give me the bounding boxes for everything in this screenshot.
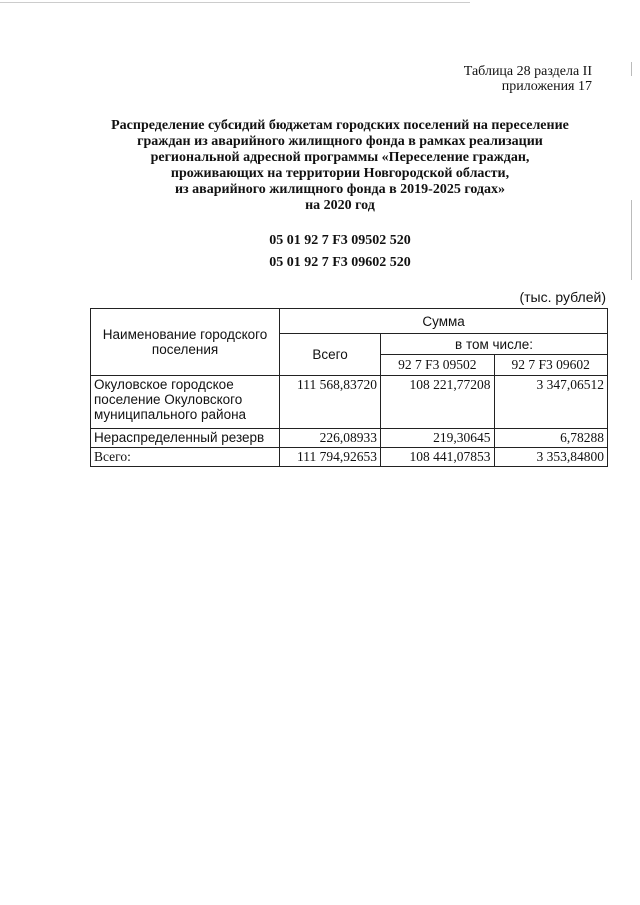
- table-reference-line: приложения 17: [501, 79, 592, 94]
- header-code-a: 92 7 F3 09502: [381, 355, 494, 376]
- scan-edge-line: [0, 2, 470, 3]
- title-line: проживающих на территории Новгородской области,: [170, 166, 510, 181]
- title-line: региональной адресной программы «Переселение граждан,: [150, 150, 530, 165]
- table-header-row: [91, 309, 608, 334]
- header-settlement-name: Наименование городского поселения: [91, 309, 280, 376]
- cell-code-a: 219,30645: [381, 429, 494, 448]
- cell-code-a: 108 441,07853: [381, 448, 494, 467]
- cell-code-a: 108 221,77208: [381, 376, 494, 429]
- title-line: на 2020 год: [305, 198, 375, 213]
- header-total: Всего: [280, 334, 381, 376]
- budget-code: 05 01 92 7 F3 09502 520: [269, 233, 411, 248]
- cell-total: 111 794,92653: [280, 448, 381, 467]
- title-line: из аварийного жилищного фонда в 2019-2025 годах»: [174, 182, 506, 197]
- units-label: (тыс. рублей): [519, 289, 606, 305]
- cell-name: Нераспределенный резерв: [91, 429, 280, 448]
- title-line: граждан из аварийного жилищного фонда в рамках реализации: [137, 134, 543, 149]
- budget-codes: [80, 230, 600, 274]
- table-row: [91, 376, 608, 429]
- cell-code-b: 3 353,84800: [494, 448, 608, 467]
- cell-total: 226,08933: [280, 429, 381, 448]
- header-including: в том числе:: [381, 334, 608, 355]
- cell-total: 111 568,83720: [280, 376, 381, 429]
- subsidy-table: [90, 308, 608, 467]
- scan-edge-mark: [631, 62, 632, 76]
- cell-code-b: 6,78288: [494, 429, 608, 448]
- cell-name: Окуловское городское поселение Окуловского муниципального района: [91, 376, 280, 429]
- table-row: [91, 429, 608, 448]
- title-line: Распределение субсидий бюджетам городских поселений на переселение: [111, 118, 569, 133]
- cell-total-label: Всего:: [91, 448, 280, 467]
- document-title: [80, 118, 600, 214]
- table-reference-line: Таблица 28 раздела II: [463, 64, 592, 79]
- scan-edge-mark: [631, 200, 632, 280]
- budget-code: 05 01 92 7 F3 09602 520: [269, 255, 411, 270]
- table-total-row: [91, 448, 608, 467]
- table-reference: [464, 64, 592, 94]
- cell-code-b: 3 347,06512: [494, 376, 608, 429]
- header-sum: Сумма: [280, 309, 608, 334]
- header-code-b: 92 7 F3 09602: [494, 355, 608, 376]
